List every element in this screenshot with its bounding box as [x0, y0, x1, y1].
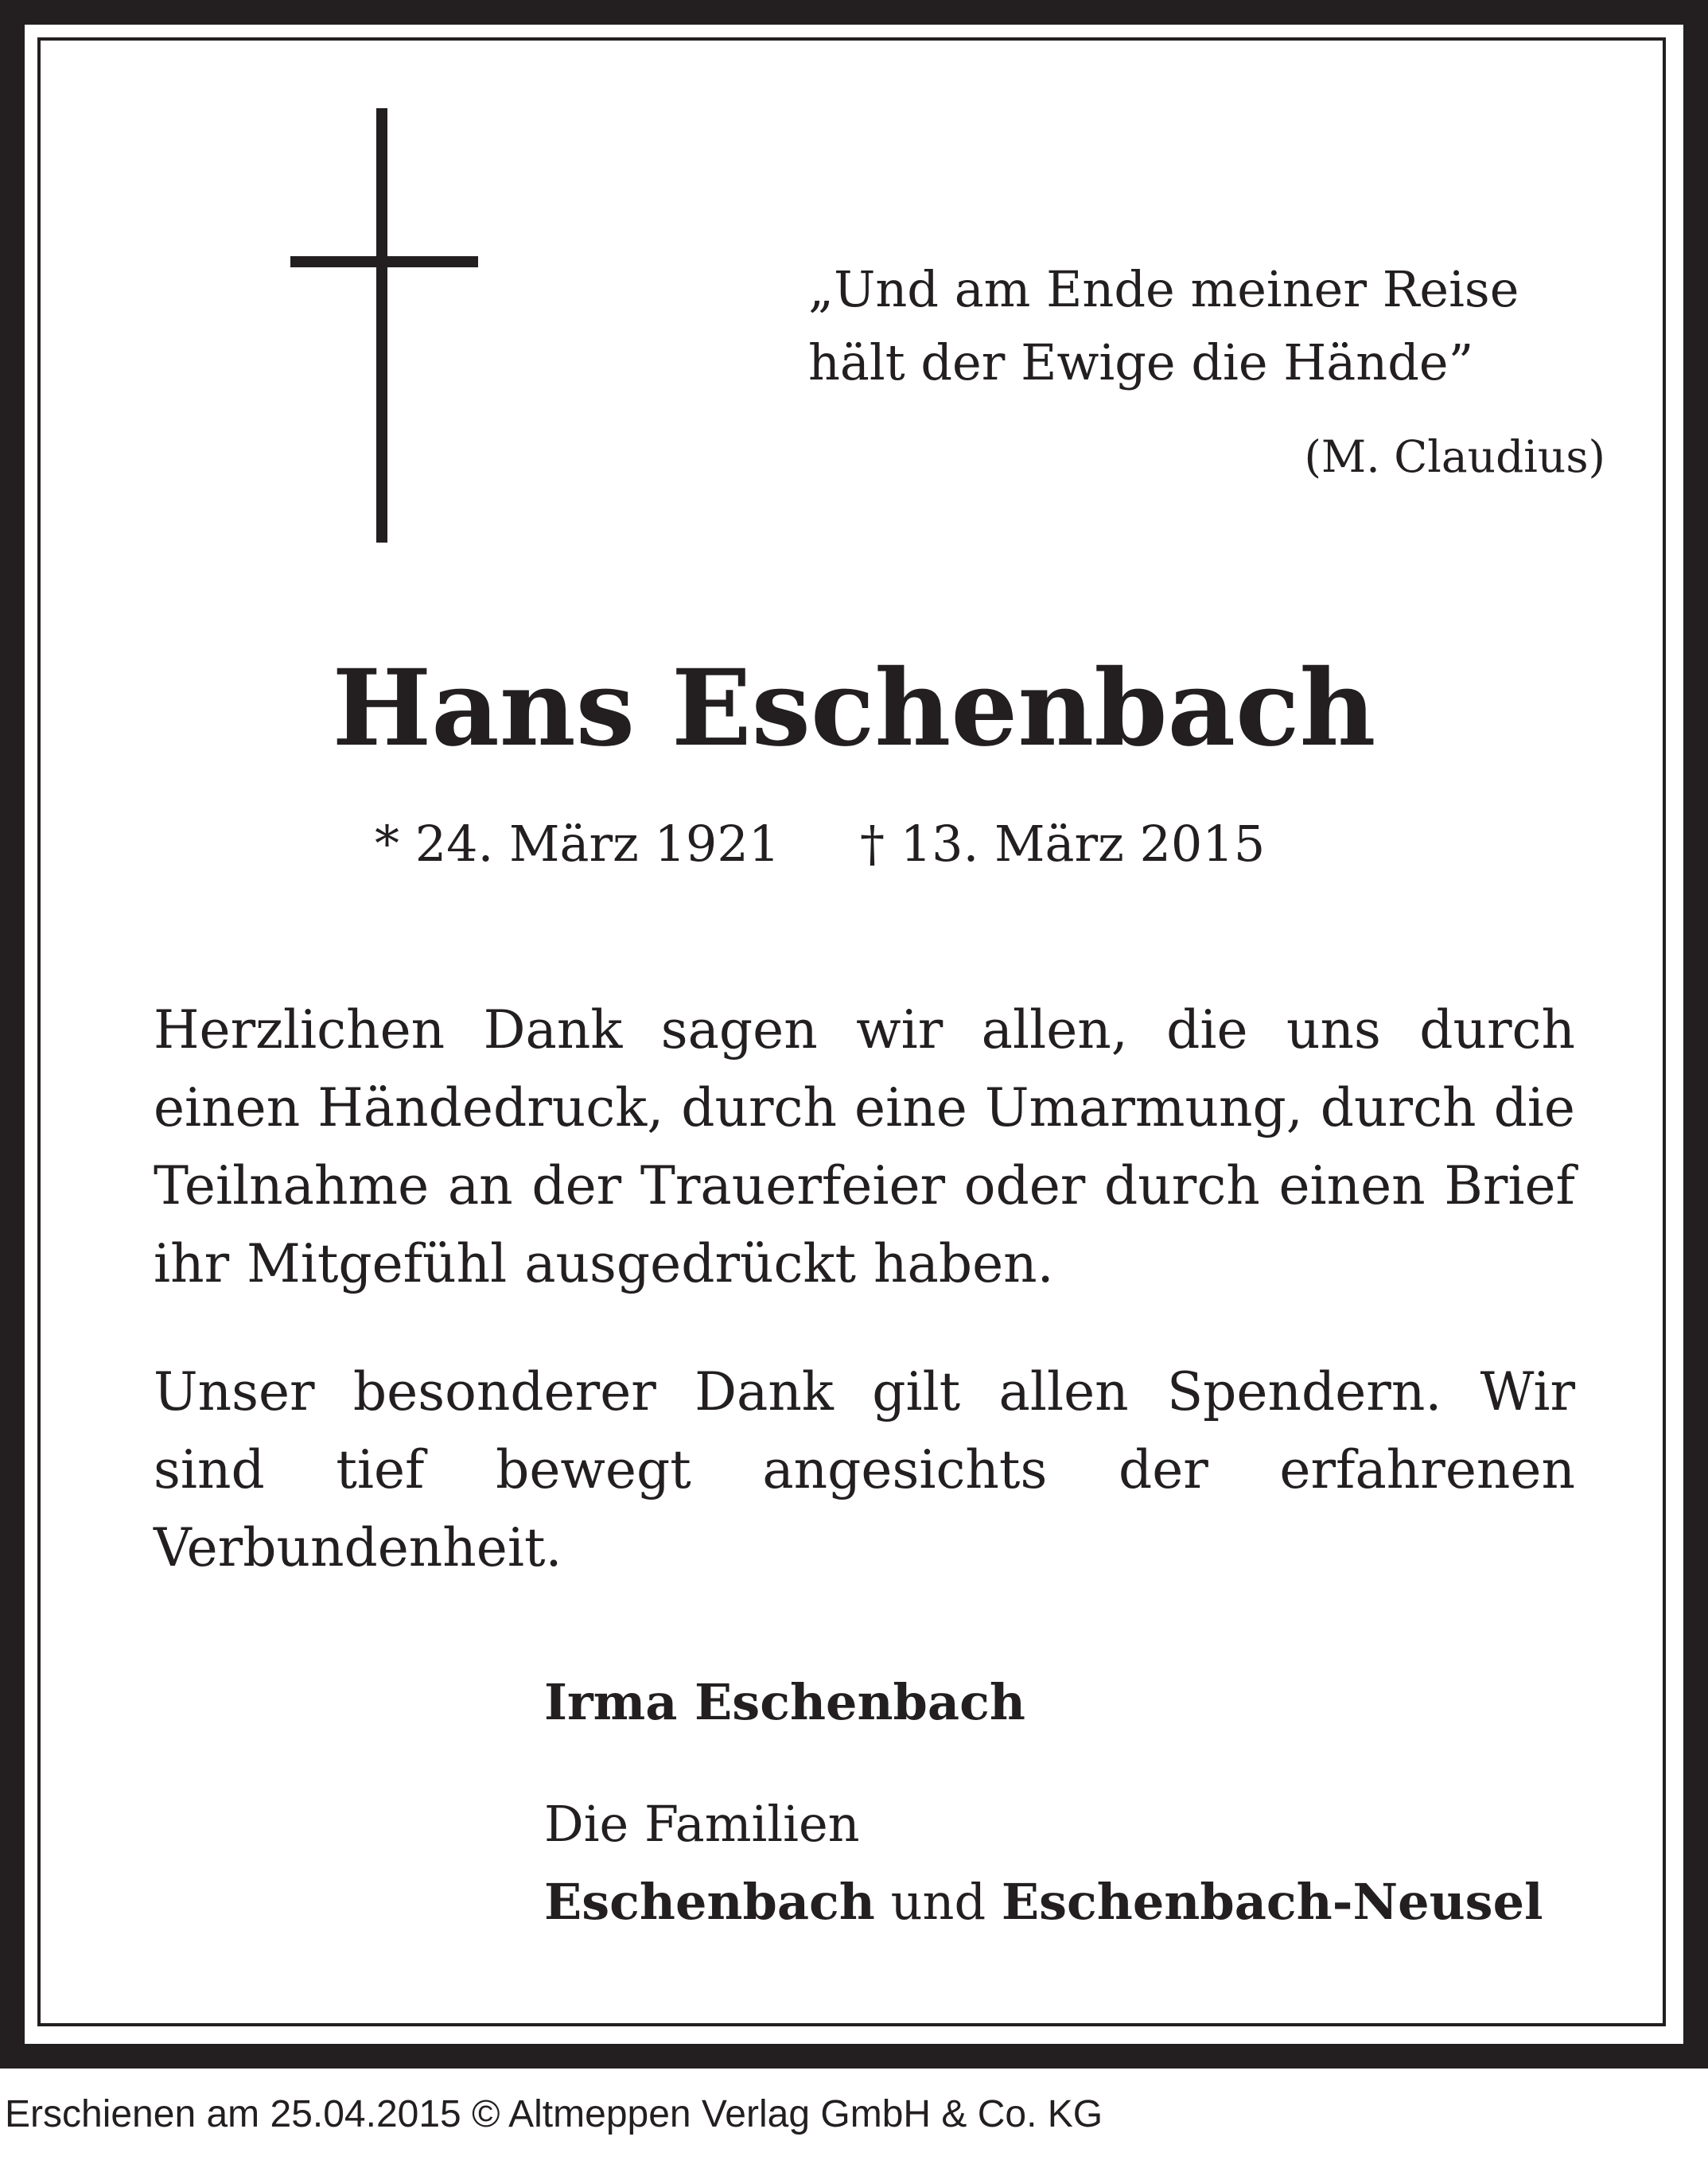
epigraph-quote [808, 253, 1604, 399]
publication-footer: Erschienen am 25.04.2015 © Altmeppen Verlag GmbH & Co. KG [5, 2093, 1103, 2135]
cross-icon-bar [290, 256, 478, 267]
death-date: † 13. März 2015 [860, 815, 1266, 873]
birth-date: * 24. März 1921 [375, 815, 780, 873]
thanks-paragraph: Herzlichen Dank sagen wir allen, die uns durch einen Händedruck, durch eine Umarmung, durch die Teilnahme an der Trauerfeier oder durch einen Brief ihr Mitgefühl ausgedrückt haben. [154, 999, 1575, 1294]
quote-author: (M. Claudius) [1304, 431, 1605, 482]
life-dates [375, 812, 1409, 876]
deceased-name: Hans Eschenbach [332, 647, 1376, 770]
quote-line-2: hält der Ewige die Hände” [808, 333, 1474, 391]
quote-line-1: „Und am Ende meiner Reise [808, 260, 1519, 318]
cross-icon [376, 108, 387, 543]
signer-name: Irma Eschenbach [544, 1673, 1025, 1731]
family-name-1: Eschenbach [544, 1873, 875, 1931]
families-line [544, 1863, 1594, 1941]
notice-panel [25, 25, 1683, 2044]
signers-block [544, 1664, 1594, 1941]
family-name-2: Eschenbach-Neusel [1001, 1873, 1543, 1931]
families-conjunction: und [890, 1873, 986, 1931]
donors-paragraph: Unser besonderer Dank gilt allen Spendern. Wir sind tief bewegt angesichts der erfahrenen Verbundenheit. [154, 1361, 1575, 1578]
families-intro: Die Familien [544, 1795, 860, 1853]
